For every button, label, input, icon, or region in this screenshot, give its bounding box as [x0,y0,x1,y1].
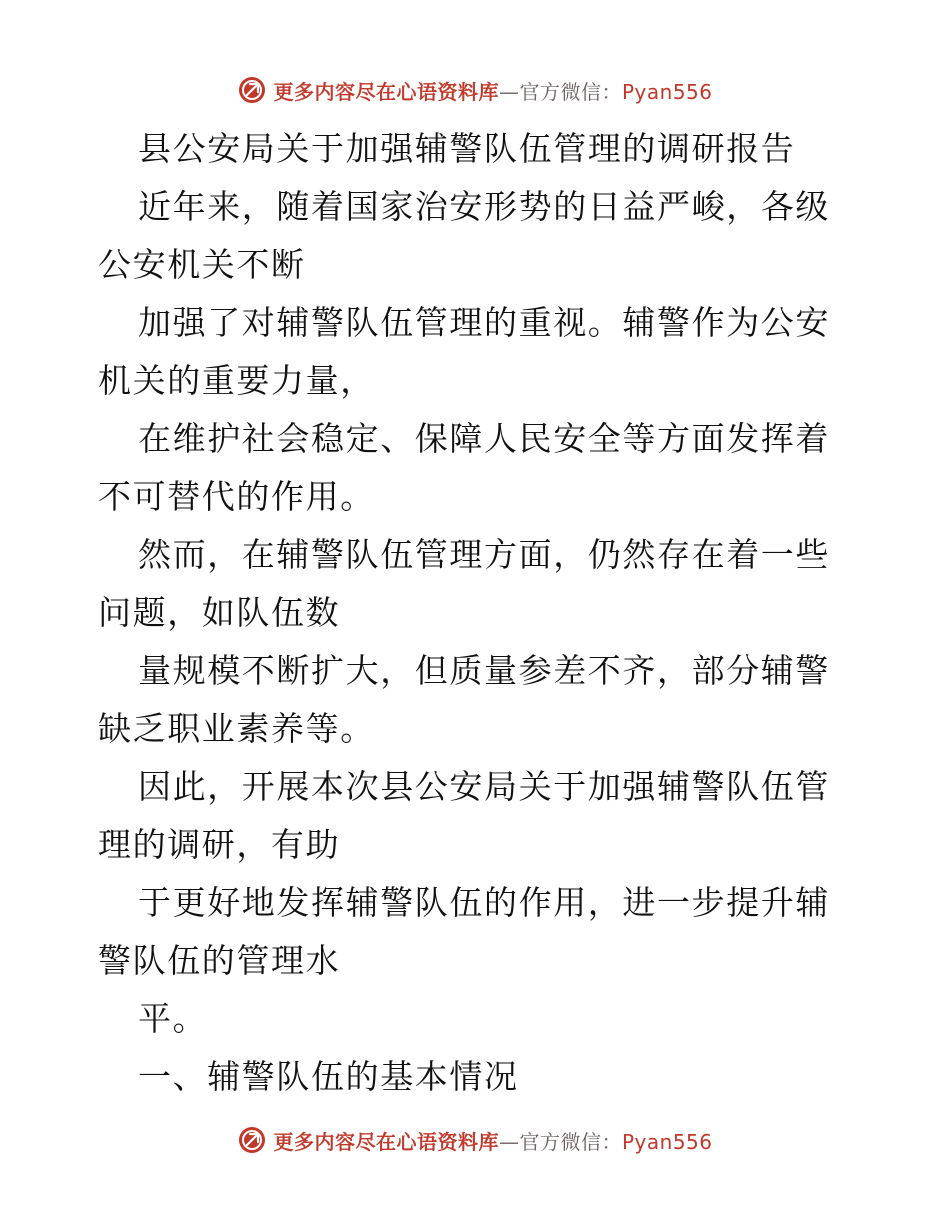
document-title: 县公安局关于加强辅警队伍管理的调研报告 [138,129,796,168]
watermark-text: 更多内容尽在心语资料库—官方微信：Pyan556 [273,79,713,104]
seal-logo-icon [237,1125,267,1155]
section-heading: 一、辅警队伍的基本情况 [138,1057,519,1096]
paragraph: 量规模不断扩大，但质量参差不齐，部分辅警缺乏职业素养等。 [98,651,830,748]
watermark-text: 更多内容尽在心语资料库—官方微信：Pyan556 [273,1129,713,1154]
footer-watermark [0,1120,950,1160]
document-body [98,120,854,1106]
seal-logo-icon [237,75,267,105]
paragraph: 在维护社会稳定、保障人民安全等方面发挥着不可替代的作用。 [98,419,830,516]
paragraph: 于更好地发挥辅警队伍的作用，进一步提升辅警队伍的管理水 [98,883,830,980]
paragraph: 平。 [138,999,208,1038]
paragraph: 近年来，随着国家治安形势的日益严峻，各级公安机关不断 [98,187,830,284]
paragraph: 然而，在辅警队伍管理方面，仍然存在着一些问题，如队伍数 [98,535,830,632]
paragraph: 加强了对辅警队伍管理的重视。辅警作为公安机关的重要力量， [98,303,830,400]
paragraph: 因此，开展本次县公安局关于加强辅警队伍管理的调研，有助 [98,767,830,864]
header-watermark [0,70,950,110]
